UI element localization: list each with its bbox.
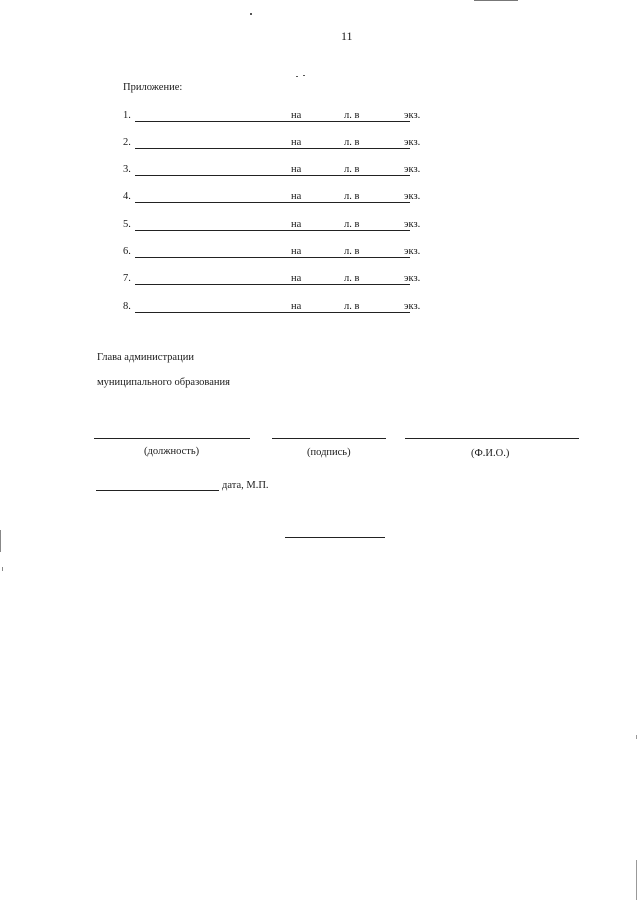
row-number: 1.: [123, 110, 131, 121]
row-lv-label: л. в: [344, 191, 360, 202]
appendix-row-7: [123, 273, 443, 287]
sheets-blank-line: [307, 202, 342, 203]
copies-blank-line: [364, 312, 400, 313]
signature-blank-line: [272, 438, 386, 439]
row-na-label: на: [291, 191, 302, 202]
page-number: 11: [341, 29, 353, 43]
row-na-label: на: [291, 273, 302, 284]
signatory-organization: муниципального образования: [97, 377, 230, 388]
row-lv-label: л. в: [344, 219, 360, 230]
row-lv-label: л. в: [344, 301, 360, 312]
appendix-row-6: [123, 246, 443, 260]
row-lv-label: л. в: [344, 246, 360, 257]
row-ekz-label: экз.: [404, 273, 421, 284]
appendix-row-2: [123, 137, 443, 151]
sheets-blank-line: [307, 230, 342, 231]
copies-blank-line: [364, 175, 400, 176]
copies-blank-line: [364, 230, 400, 231]
appendix-row-8: [123, 301, 443, 315]
row-number: 6.: [123, 246, 131, 257]
row-number: 7.: [123, 273, 131, 284]
appendix-row-4: [123, 191, 443, 205]
sheets-blank-line: [307, 121, 342, 122]
sheets-blank-line: [307, 175, 342, 176]
left-edge-scan-mark: [2, 567, 3, 571]
row-ekz-label: экз.: [404, 219, 421, 230]
signatory-title: Глава администрации: [97, 352, 194, 363]
name-label: (Ф.И.О.): [471, 448, 510, 459]
row-ekz-label: экз.: [404, 191, 421, 202]
copies-blank-line: [364, 202, 400, 203]
scan-speck: [303, 75, 305, 76]
appendix-row-3: [123, 164, 443, 178]
row-na-label: на: [291, 137, 302, 148]
copies-blank-line: [364, 284, 400, 285]
row-ekz-label: экз.: [404, 137, 421, 148]
row-lv-label: л. в: [344, 110, 360, 121]
top-right-scan-mark: [474, 0, 518, 1]
row-lv-label: л. в: [344, 164, 360, 175]
appendix-row-5: [123, 219, 443, 233]
row-lv-label: л. в: [344, 137, 360, 148]
date-stamp-label: дата, М.П.: [222, 480, 269, 491]
row-number: 2.: [123, 137, 131, 148]
row-na-label: на: [291, 164, 302, 175]
sheets-blank-line: [307, 284, 342, 285]
copies-blank-line: [364, 148, 400, 149]
right-edge-scan-mark: [636, 735, 637, 739]
signature-label: (подпись): [307, 447, 351, 458]
left-edge-scan-mark: [0, 530, 1, 552]
row-lv-label: л. в: [344, 273, 360, 284]
sheets-blank-line: [307, 148, 342, 149]
row-number: 5.: [123, 219, 131, 230]
appendix-row-1: [123, 110, 443, 124]
date-blank-line: [96, 490, 219, 491]
sheets-blank-line: [307, 257, 342, 258]
scan-speck: [296, 76, 298, 77]
row-ekz-label: экз.: [404, 301, 421, 312]
right-edge-scan-mark: [636, 860, 637, 900]
row-ekz-label: экз.: [404, 246, 421, 257]
name-blank-line: [405, 438, 579, 439]
copies-blank-line: [364, 121, 400, 122]
copies-blank-line: [364, 257, 400, 258]
row-number: 4.: [123, 191, 131, 202]
row-ekz-label: экз.: [404, 164, 421, 175]
row-number: 3.: [123, 164, 131, 175]
closing-separator-line: [285, 537, 385, 538]
appendix-heading: Приложение:: [123, 82, 183, 93]
row-ekz-label: экз.: [404, 110, 421, 121]
row-na-label: на: [291, 219, 302, 230]
position-label: (должность): [144, 446, 200, 457]
row-na-label: на: [291, 246, 302, 257]
row-na-label: на: [291, 301, 302, 312]
scan-speck: [250, 13, 252, 15]
row-number: 8.: [123, 301, 131, 312]
row-na-label: на: [291, 110, 302, 121]
position-blank-line: [94, 438, 250, 439]
sheets-blank-line: [307, 312, 342, 313]
